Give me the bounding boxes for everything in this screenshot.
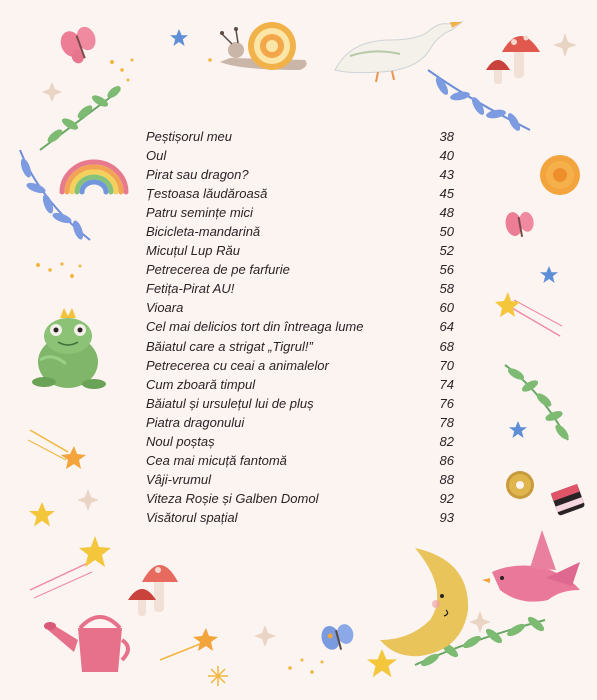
toc-entry-page-number: 78 <box>439 414 454 430</box>
toc-entry <box>146 127 454 146</box>
toc-entry <box>146 413 454 432</box>
sparkle-icon <box>208 666 228 686</box>
shooting-star-icon <box>160 628 218 660</box>
toc-entry-title: Cea mai micuță fantomă <box>146 452 287 468</box>
toc-entry-page-number: 93 <box>439 509 454 525</box>
flower-icon <box>540 155 580 195</box>
toc-entry-page-number: 56 <box>439 262 454 278</box>
toc-entry <box>146 184 454 203</box>
toc-entry-title: Visătorul spațial <box>146 509 238 525</box>
toc-entry-page-number: 52 <box>439 243 454 259</box>
toc-entry-title: Petrecerea cu ceai a animalelor <box>146 357 329 373</box>
toc-entry-title: Petrecerea de pe farfurie <box>146 262 290 278</box>
toc-entry-title: Fetița-Pirat AU! <box>146 281 235 297</box>
toc-entry-page-number: 74 <box>439 376 454 392</box>
toc-entry <box>146 489 454 508</box>
toc-entry-title: Patru semințe mici <box>146 205 253 221</box>
toc-entry <box>146 508 454 527</box>
toc-entry <box>146 279 454 298</box>
frog-prince-icon <box>32 308 106 389</box>
toc-entry-title: Peștișorul meu <box>146 129 232 144</box>
toc-entry <box>146 432 454 451</box>
sparkle-icon <box>110 58 212 81</box>
toc-entry-page-number: 92 <box>439 490 454 506</box>
toc-entry-title: Oul <box>146 148 167 164</box>
toc-entry-page-number: 76 <box>439 395 454 411</box>
toc-entry <box>146 241 454 260</box>
toc-entry-page-number: 40 <box>439 148 454 164</box>
toc-entry-page-number: 60 <box>439 300 454 316</box>
shooting-star-icon <box>495 292 562 336</box>
star-icon <box>509 421 527 438</box>
toc-entry-page-number: 58 <box>439 281 454 297</box>
toc-entry <box>146 260 454 279</box>
toc-entry <box>146 203 454 222</box>
star-icon <box>170 29 188 46</box>
sparkle-icon <box>77 489 99 511</box>
toc-entry-page-number: 64 <box>439 319 454 335</box>
shooting-star-icon <box>30 536 111 598</box>
toc-entry-page-number: 43 <box>439 167 454 183</box>
cake-icon <box>551 484 586 516</box>
toc-entry <box>146 356 454 375</box>
toc-entry-title: Noul poștaș <box>146 433 215 449</box>
sparkle-icon <box>42 82 62 102</box>
toc-entry-page-number: 82 <box>439 433 454 449</box>
toc-entry-page-number: 38 <box>439 129 454 144</box>
butterfly-icon <box>57 23 102 67</box>
toc-entry-page-number: 48 <box>439 205 454 221</box>
toc-entry-title: Pirat sau dragon? <box>146 167 249 183</box>
toc-entry <box>146 165 454 184</box>
toc-entry-title: Cel mai delicios tort din întreaga lume <box>146 319 364 335</box>
toc-entry-title: Vioara <box>146 300 184 316</box>
watering-can-icon <box>44 617 128 672</box>
toc-entry <box>146 394 454 413</box>
star-icon <box>29 502 55 527</box>
toc-entry-title: Vâji-vrumul <box>146 471 212 487</box>
toc-entry-title: Băiatul și ursulețul lui de pluș <box>146 395 314 411</box>
toc-entry <box>146 451 454 470</box>
toc-entry-title: Viteza Roșie și Galben Domol <box>146 490 319 506</box>
moon-icon <box>380 548 468 656</box>
toc-entry <box>146 375 454 394</box>
toc-entry-title: Micuțul Lup Rău <box>146 243 240 259</box>
donut-icon <box>506 471 534 499</box>
leaf-branch-icon <box>428 70 530 133</box>
sparkle-icon <box>254 625 276 647</box>
toc-entry-title: Țestoasa lăudăroasă <box>146 186 268 202</box>
mushroom-icon <box>486 36 540 85</box>
toc-entry-page-number: 68 <box>439 338 454 354</box>
shooting-star-icon <box>28 430 86 469</box>
star-icon <box>367 649 397 677</box>
toc-entry <box>146 317 454 336</box>
mushroom-icon <box>128 565 178 616</box>
sparkle-icon <box>288 659 323 674</box>
toc-entry <box>146 298 454 317</box>
toc-entry-page-number: 50 <box>439 224 454 240</box>
toc-entry-page-number: 70 <box>439 357 454 373</box>
butterfly-icon <box>504 209 536 239</box>
toc-entry <box>146 222 454 241</box>
toc-entry-page-number: 86 <box>439 452 454 468</box>
toc-entry <box>146 337 454 356</box>
star-icon <box>540 266 558 283</box>
bird-icon <box>482 530 580 602</box>
toc-entry-title: Bicicleta-mandarină <box>146 224 261 240</box>
sparkle-icon <box>553 33 577 57</box>
toc-entry-title: Băiatul care a strigat „Tigrul!” <box>146 338 313 354</box>
toc-entry-page-number: 88 <box>439 471 454 487</box>
toc-entry-title: Cum zboară timpul <box>146 376 256 392</box>
sparkle-icon <box>36 262 82 278</box>
butterfly-icon <box>319 620 357 653</box>
toc-entry <box>146 470 454 489</box>
toc-entry-title: Piatra dragonului <box>146 414 245 430</box>
snail-icon <box>220 22 307 70</box>
goose-icon <box>335 22 462 82</box>
toc-entry-page-number: 45 <box>439 186 454 202</box>
rainbow-icon <box>62 162 126 192</box>
toc-entry <box>146 146 454 165</box>
table-of-contents <box>146 127 454 527</box>
